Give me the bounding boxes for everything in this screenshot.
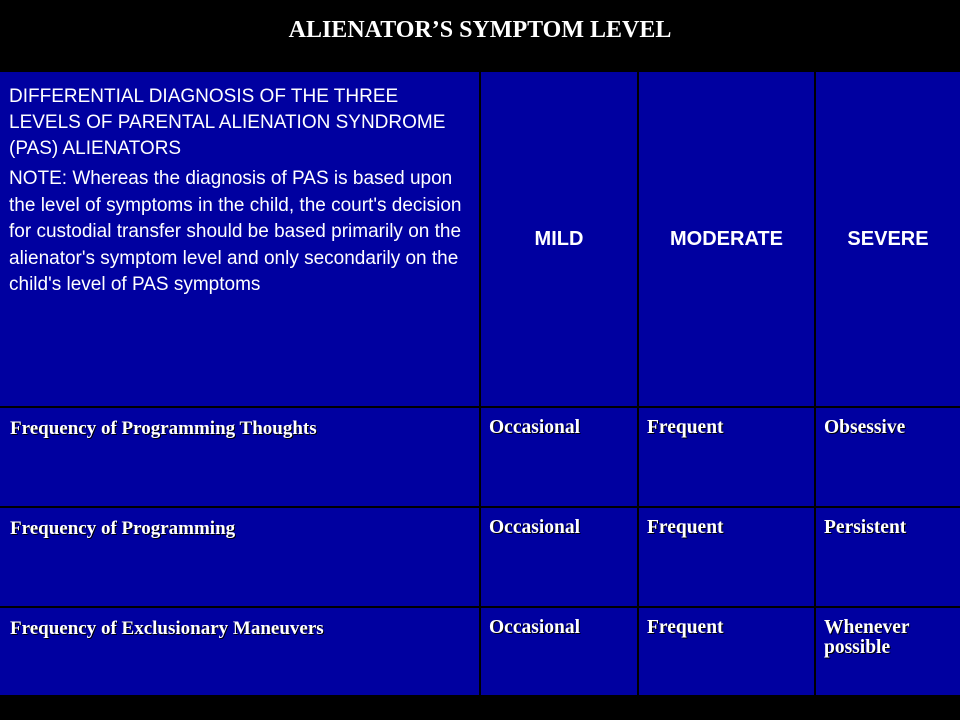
row-value-mild: Occasional — [481, 608, 639, 695]
page-title: ALIENATOR’S SYMPTOM LEVEL — [288, 16, 672, 43]
symptom-level-table — [0, 72, 960, 695]
diagnosis-note: NOTE: Whereas the diagnosis of PAS is based upon the level of symptoms in the child, the court's decision for custodial transfer should be based primarily on the alienator's symptom level and only secondarily on the child's level of PAS symptoms — [9, 168, 462, 295]
row-value-moderate: Frequent — [639, 508, 816, 608]
header-description-cell — [0, 72, 481, 408]
level-header-mild: MILD — [481, 72, 639, 408]
row-label: Frequency of Programming Thoughts — [0, 408, 481, 508]
diagnosis-heading: DIFFERENTIAL DIAGNOSIS OF THE THREE LEVELS OF PARENTAL ALIENATION SYNDROME (PAS) ALIENATORS — [9, 86, 446, 159]
row-value-moderate: Frequent — [639, 608, 816, 695]
row-value-severe: Persistent — [816, 508, 960, 608]
row-value-severe: Whenever possible — [824, 617, 910, 658]
row-value-mild: Occasional — [481, 508, 639, 608]
level-header-moderate: MODERATE — [639, 72, 816, 408]
level-header-severe: SEVERE — [816, 72, 960, 408]
row-label: Frequency of Exclusionary Maneuvers — [0, 608, 481, 695]
row-label: Frequency of Programming — [0, 508, 481, 608]
row-value-moderate: Frequent — [639, 408, 816, 508]
row-value-severe: Obsessive — [816, 408, 960, 508]
row-value-mild: Occasional — [481, 408, 639, 508]
